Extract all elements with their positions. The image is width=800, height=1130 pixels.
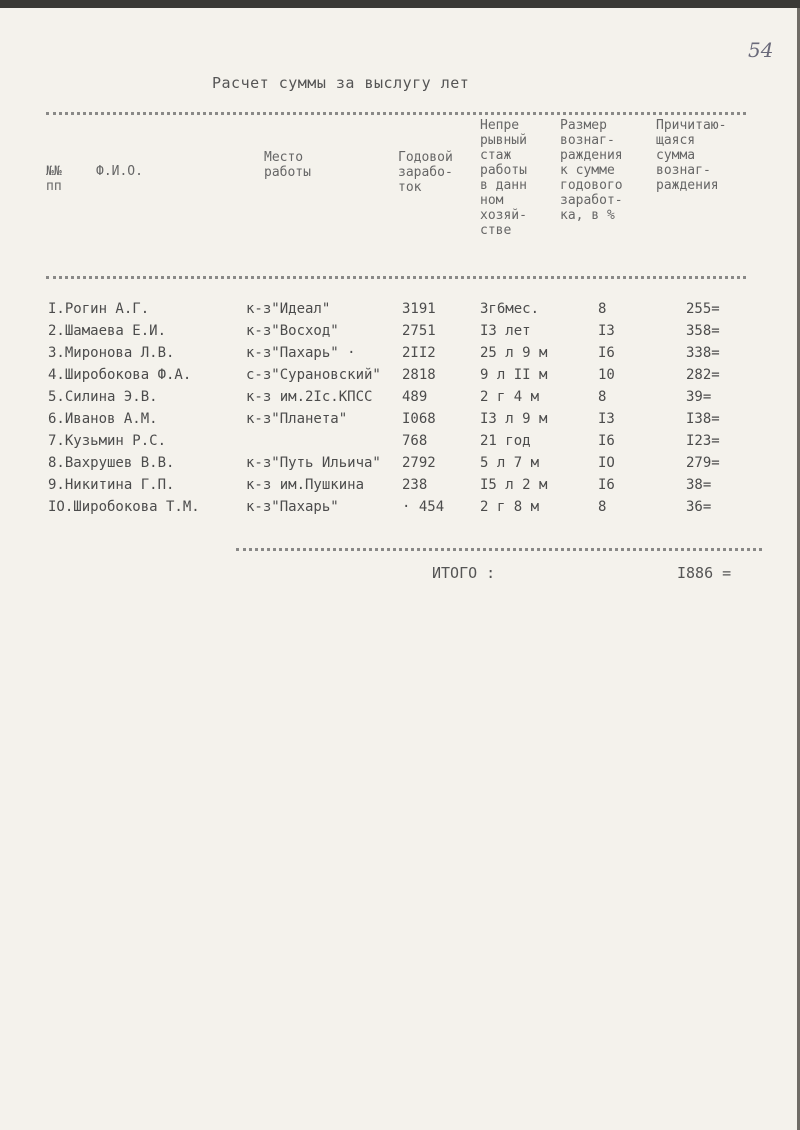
- cell-pct: I3: [598, 411, 615, 427]
- cell-place: с-з"Сурановский": [246, 367, 381, 383]
- cell-stazh: 5 л 7 м: [480, 455, 540, 471]
- cell-stazh: I3 лет: [480, 323, 531, 339]
- cell-name: 9.Никитина Г.П.: [48, 477, 175, 493]
- cell-pct: I3: [598, 323, 615, 339]
- header-fio: Ф.И.О.: [96, 164, 143, 179]
- cell-pct: 8: [598, 499, 607, 515]
- cell-stazh: I3 л 9 м: [480, 411, 548, 427]
- cell-earnings: 768: [402, 433, 428, 449]
- cell-sum: I38=: [686, 411, 720, 427]
- header-stazh: Непре рывный стаж работы в данн ном хозяй- стве: [480, 118, 527, 238]
- document-page: [0, 8, 797, 1130]
- cell-sum: 338=: [686, 345, 720, 361]
- cell-place: к-з"Идеал": [246, 301, 331, 317]
- table-row: [0, 389, 797, 411]
- cell-earnings: 2II2: [402, 345, 436, 361]
- table-row: [0, 433, 797, 455]
- cell-sum: 358=: [686, 323, 720, 339]
- header-num: №№ пп: [46, 164, 62, 194]
- cell-place: к-з им.Пушкина: [246, 477, 365, 493]
- header-bottom-divider: [46, 276, 746, 279]
- header-pct: Размер вознаг- раждения к сумме годового заработ- ка, в %: [560, 118, 623, 223]
- table-bottom-divider: [236, 548, 762, 551]
- header-place: Место работы: [264, 150, 311, 180]
- cell-earnings: 238: [402, 477, 428, 493]
- cell-pct: I6: [598, 345, 615, 361]
- cell-name: 6.Иванов А.М.: [48, 411, 158, 427]
- cell-pct: I6: [598, 477, 615, 493]
- cell-sum: I23=: [686, 433, 720, 449]
- cell-stazh: 25 л 9 м: [480, 345, 548, 361]
- cell-pct: 8: [598, 301, 607, 317]
- cell-name: I.Рогин А.Г.: [48, 301, 150, 317]
- cell-stazh: 3г6мес.: [480, 301, 540, 317]
- total-value: I886 =: [677, 564, 732, 582]
- cell-name: 8.Вахрушев В.В.: [48, 455, 175, 471]
- page-top-edge: [0, 0, 800, 8]
- header-sum: Причитаю- щаяся сумма вознаг- раждения: [656, 118, 727, 193]
- cell-name: IO.Широбокова Т.М.: [48, 499, 200, 515]
- table-row: [0, 345, 797, 367]
- cell-name: 2.Шамаева Е.И.: [48, 323, 167, 339]
- cell-name: 3.Миронова Л.В.: [48, 345, 175, 361]
- table-row: [0, 301, 797, 323]
- cell-earnings: I068: [402, 411, 436, 427]
- cell-place: к-з"Восход": [246, 323, 339, 339]
- cell-name: 4.Широбокова Ф.А.: [48, 367, 192, 383]
- cell-stazh: 2 г 4 м: [480, 389, 540, 405]
- cell-place: к-з"Путь Ильича": [246, 455, 381, 471]
- cell-earnings: 3191: [402, 301, 436, 317]
- cell-place: к-з"Пахарь" ·: [246, 345, 356, 361]
- cell-pct: 10: [598, 367, 615, 383]
- cell-earnings: 2751: [402, 323, 436, 339]
- cell-name: 7.Кузьмин Р.С.: [48, 433, 167, 449]
- table-row: [0, 455, 797, 477]
- cell-name: 5.Силина Э.В.: [48, 389, 158, 405]
- cell-earnings: 2792: [402, 455, 436, 471]
- cell-pct: IO: [598, 455, 615, 471]
- table-row: [0, 411, 797, 433]
- table-row: [0, 323, 797, 345]
- table-row: [0, 367, 797, 389]
- header-top-divider: [46, 112, 746, 115]
- page-number: 54: [748, 38, 774, 62]
- cell-stazh: 9 л II м: [480, 367, 548, 383]
- cell-earnings: · 454: [402, 499, 445, 515]
- cell-place: к-з им.2Iс.КПСС: [246, 389, 373, 405]
- cell-sum: 255=: [686, 301, 720, 317]
- cell-sum: 39=: [686, 389, 712, 405]
- cell-sum: 38=: [686, 477, 712, 493]
- cell-place: к-з"Пахарь": [246, 499, 339, 515]
- cell-stazh: I5 л 2 м: [480, 477, 548, 493]
- table-row: [0, 477, 797, 499]
- cell-stazh: 2 г 8 м: [480, 499, 540, 515]
- cell-sum: 36=: [686, 499, 712, 515]
- cell-earnings: 2818: [402, 367, 436, 383]
- cell-stazh: 21 год: [480, 433, 531, 449]
- header-earnings: Годовой зарабо- ток: [398, 150, 453, 195]
- cell-sum: 279=: [686, 455, 720, 471]
- cell-pct: 8: [598, 389, 607, 405]
- document-title: Расчет суммы за выслугу лет: [212, 74, 470, 92]
- cell-pct: I6: [598, 433, 615, 449]
- cell-sum: 282=: [686, 367, 720, 383]
- total-label: ИТОГО :: [432, 564, 496, 582]
- cell-place: к-з"Планета": [246, 411, 348, 427]
- cell-earnings: 489: [402, 389, 428, 405]
- table-row: [0, 499, 797, 521]
